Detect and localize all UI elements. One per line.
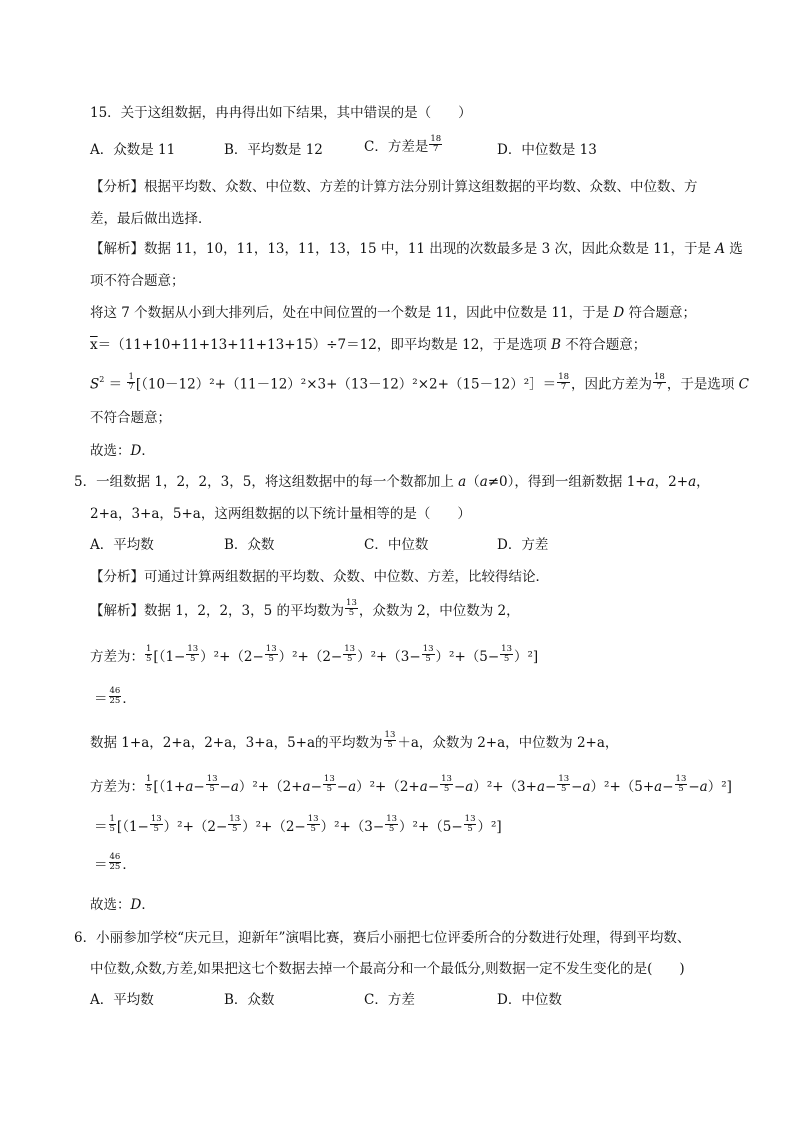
q15-option-c[interactable]: [364, 134, 443, 157]
fraction: $\frac{1}{5}$: [146, 644, 152, 664]
fraction: $\frac{46}{25}$: [109, 686, 121, 706]
q5-option-a[interactable]: A．平均数: [90, 537, 154, 553]
fraction: $\frac{1}{7}$: [128, 371, 134, 392]
q15-answer: 故选：D．: [90, 443, 155, 459]
fraction: $\frac{13}{5}$: [384, 730, 396, 750]
q15-solution-line-6: 不符合题意；: [90, 410, 171, 426]
q5-variance-line-1: 方差为： $\frac{1}{5}$ [（1− $\frac{13}{5}$ ）²+（2− $\frac{13}{5}$ ）²+（2− $\frac{13}{5}$ ）²+（3− $\frac{13}{5}$ ）²+（5− $\frac{13}{5}$ ）²]: [90, 644, 539, 665]
q5-stem-line-1: 5．一组数据 1，2，2，3，5，将这组数据中的每一个数都加上 a（a≠0），得到一组新数据 1+a，2+a，: [74, 474, 710, 490]
q6-option-b[interactable]: B．众数: [224, 992, 275, 1008]
q15-option-c-label: C．方差是: [364, 139, 429, 155]
q15-analysis-line-2: 差，最后做出选择．: [90, 211, 212, 227]
fraction: $\frac{1}{5}$: [109, 814, 115, 834]
fraction: $\frac{13}{5}$: [346, 598, 357, 618]
q5-solution-line-1: 【解析】数据 1，2，2，3，5 的平均数为 $\frac{13}{5}$ ，众数为 2，中位数为 2，: [90, 598, 520, 619]
q5-stem-line-2: 2+a，3+a，5+a，这两组数据的以下统计量相等的是（ ）: [90, 506, 471, 522]
q6-option-d[interactable]: D．中位数: [497, 992, 562, 1008]
q15-option-a[interactable]: A．众数是 11: [90, 142, 176, 158]
q15-analysis-line-1: 【分析】根据平均数、众数、中位数、方差的计算方法分别计算这组数据的平均数、众数、中位数、方: [90, 179, 698, 195]
q15-solution-line-2: 项不符合题意；: [90, 273, 185, 289]
q15-solution-line-1: 【解析】数据 11，10，11，13，11，13，15 中，11 出现的次数最多是 3 次，因此众数是 11，于是 A 选: [90, 241, 743, 257]
fraction: $\frac{18}{7}$: [430, 134, 442, 154]
q5-variance-result-2: ＝ $\frac{46}{25}$ ．: [94, 852, 136, 873]
q5-solution-new-data: 数据 1+a，2+a，2+a，3+a，5+a的平均数为 $\frac{13}{5}$ ＋a，众数为 2+a，中位数为 2+a，: [90, 730, 619, 751]
q15-stem: 15．关于这组数据，冉冉得出如下结果，其中错误的是（ ）: [90, 105, 472, 121]
q6-option-a[interactable]: A．平均数: [90, 992, 154, 1008]
fraction: $\frac{18}{7}$: [558, 371, 570, 392]
q15-solution-line-4: $\overline{x}=(11+10+11+13+11+13+15)\div 7=12$，即平均数是 12，于是选项 B 不符合题意；: [90, 337, 647, 353]
fraction: $\frac{1}{5}$: [146, 774, 152, 794]
q5-option-d[interactable]: D．方差: [497, 537, 549, 553]
q5-variance-line-3: ＝ $\frac{1}{5}$ [（1− $\frac{13}{5}$ ）²+（2− $\frac{13}{5}$ ）²+（2− $\frac{13}{5}$ ）²+（3− $\frac{13}{5}$ ）²+（5− $\frac{13}{5}$ ）²]: [94, 814, 502, 835]
fraction: $\frac{18}{7}$: [654, 371, 665, 392]
q5-option-b[interactable]: B．众数: [224, 537, 275, 553]
q6-stem-line-2: 中位数,众数,方差,如果把这七个数据去掉一个最高分和一个最低分,则数据一定不发生变化的是( ): [90, 961, 685, 977]
fraction: $\frac{46}{25}$: [109, 852, 121, 872]
q6-stem-line-1: 6．小丽参加学校“庆元旦，迎新年”演唱比赛，赛后小丽把七位评委所合的分数进行处理，得到平均数、: [74, 930, 691, 946]
q6-option-c[interactable]: C．方差: [364, 992, 415, 1008]
q15-solution-line-3: 将这 7 个数据从小到大排列后，处在中间位置的一个数是 11，因此中位数是 11，于是 D 符合题意；: [90, 305, 697, 321]
q15-variance-formula: $S^2$ ＝ $\frac{1}{7}$ [（10－12）²+（11－12）²×3+（13－12）²×2+（15－12）²］＝ $\frac{18}{7}$ ，因此方差为 $\frac{18}{7}$ ，于是选项 C: [90, 371, 749, 393]
q15-option-d[interactable]: D．中位数是 13: [497, 142, 597, 158]
q15-option-b[interactable]: B．平均数是 12: [224, 142, 323, 158]
q5-analysis: 【分析】可通过计算两组数据的平均数、众数、中位数、方差，比较得结论．: [90, 569, 549, 585]
mean-symbol: $\overline{x}$: [90, 337, 98, 353]
q5-answer: 故选：D．: [90, 897, 155, 913]
q5-variance-result-1: ＝ $\frac{46}{25}$ ．: [94, 686, 136, 707]
q5-option-c[interactable]: C．中位数: [364, 537, 429, 553]
q5-variance-line-2: 方差为： $\frac{1}{5}$ [（1+a− $\frac{13}{5}$ −a）²+（2+a− $\frac{13}{5}$ −a）²+（2+a− $\frac{13}{5}$ −a）²+（3+a− $\frac{13}{5}$ −a）²+（5+a− $\frac{13}{5}$ −a）²]: [90, 774, 732, 795]
